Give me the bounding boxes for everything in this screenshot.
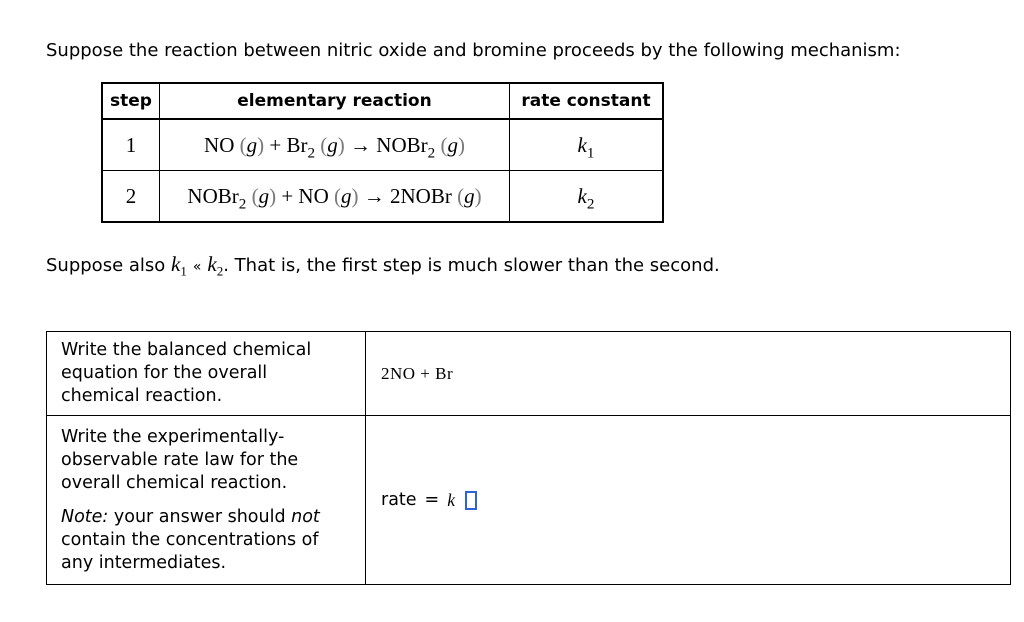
rate-constant-symbol: k xyxy=(577,132,587,157)
mechanism-row xyxy=(102,119,663,171)
rate-constant-subscript: 2 xyxy=(586,195,595,212)
k2-symbol: k xyxy=(207,252,217,276)
mechanism-row xyxy=(102,171,663,223)
rate-label: rate xyxy=(381,490,417,510)
header-step: step xyxy=(102,83,160,119)
note-text: Note: your answer should not contain the concentrations of any intermediates. xyxy=(61,506,320,573)
answer-row-overall-equation xyxy=(47,332,1011,416)
k1-symbol: k xyxy=(171,252,181,276)
question-overall-equation: Write the balanced chemical equation for the overall chemical reaction. xyxy=(47,332,366,416)
answer-row-rate-law xyxy=(47,416,1011,585)
rate-k-symbol: k xyxy=(447,489,455,510)
mechanism-table xyxy=(101,82,664,223)
answer-table xyxy=(46,331,1011,585)
intro-text: Suppose the reaction between nitric oxide and bromine proceeds by the following mechanism: xyxy=(46,40,901,61)
elementary-reaction xyxy=(160,119,510,171)
question-rate-law-text: Write the experimentally-observable rate law for the overall chemical reaction. xyxy=(61,426,299,493)
mechanism-header-row xyxy=(102,83,663,119)
much-less-than-symbol: « xyxy=(192,259,202,275)
reaction-equation: NOBr$_2$ (g) + NO (g) → 2NOBr (g) xyxy=(187,183,482,212)
elementary-reaction xyxy=(160,171,510,223)
assumption-text: Suppose also $k_1$ « $k_2$. That is, the first step is much slower than the second. xyxy=(46,252,720,279)
rate-constant xyxy=(510,119,664,171)
rate-constant xyxy=(510,171,664,223)
reaction-equation: NO $(g) + Br_2$ (g) → NOBr$_2$ (g) xyxy=(204,132,465,161)
rate-law-input-box[interactable] xyxy=(465,491,477,510)
step-number: 2 xyxy=(102,171,160,223)
header-rate-constant: rate constant xyxy=(510,83,664,119)
rate-constant-subscript: 1 xyxy=(586,144,595,161)
rate-law-expression xyxy=(381,490,995,511)
step-number: 1 xyxy=(102,119,160,171)
rate-constant-symbol: k xyxy=(577,183,587,208)
rate-law-answer-cell xyxy=(366,416,1011,585)
header-elementary-reaction: elementary reaction xyxy=(160,83,510,119)
question-rate-law xyxy=(47,416,366,585)
equals-sign: = xyxy=(424,490,440,510)
overall-equation-entered: 2NO + Br xyxy=(381,363,454,383)
overall-equation-answer-field[interactable] xyxy=(366,332,1011,416)
